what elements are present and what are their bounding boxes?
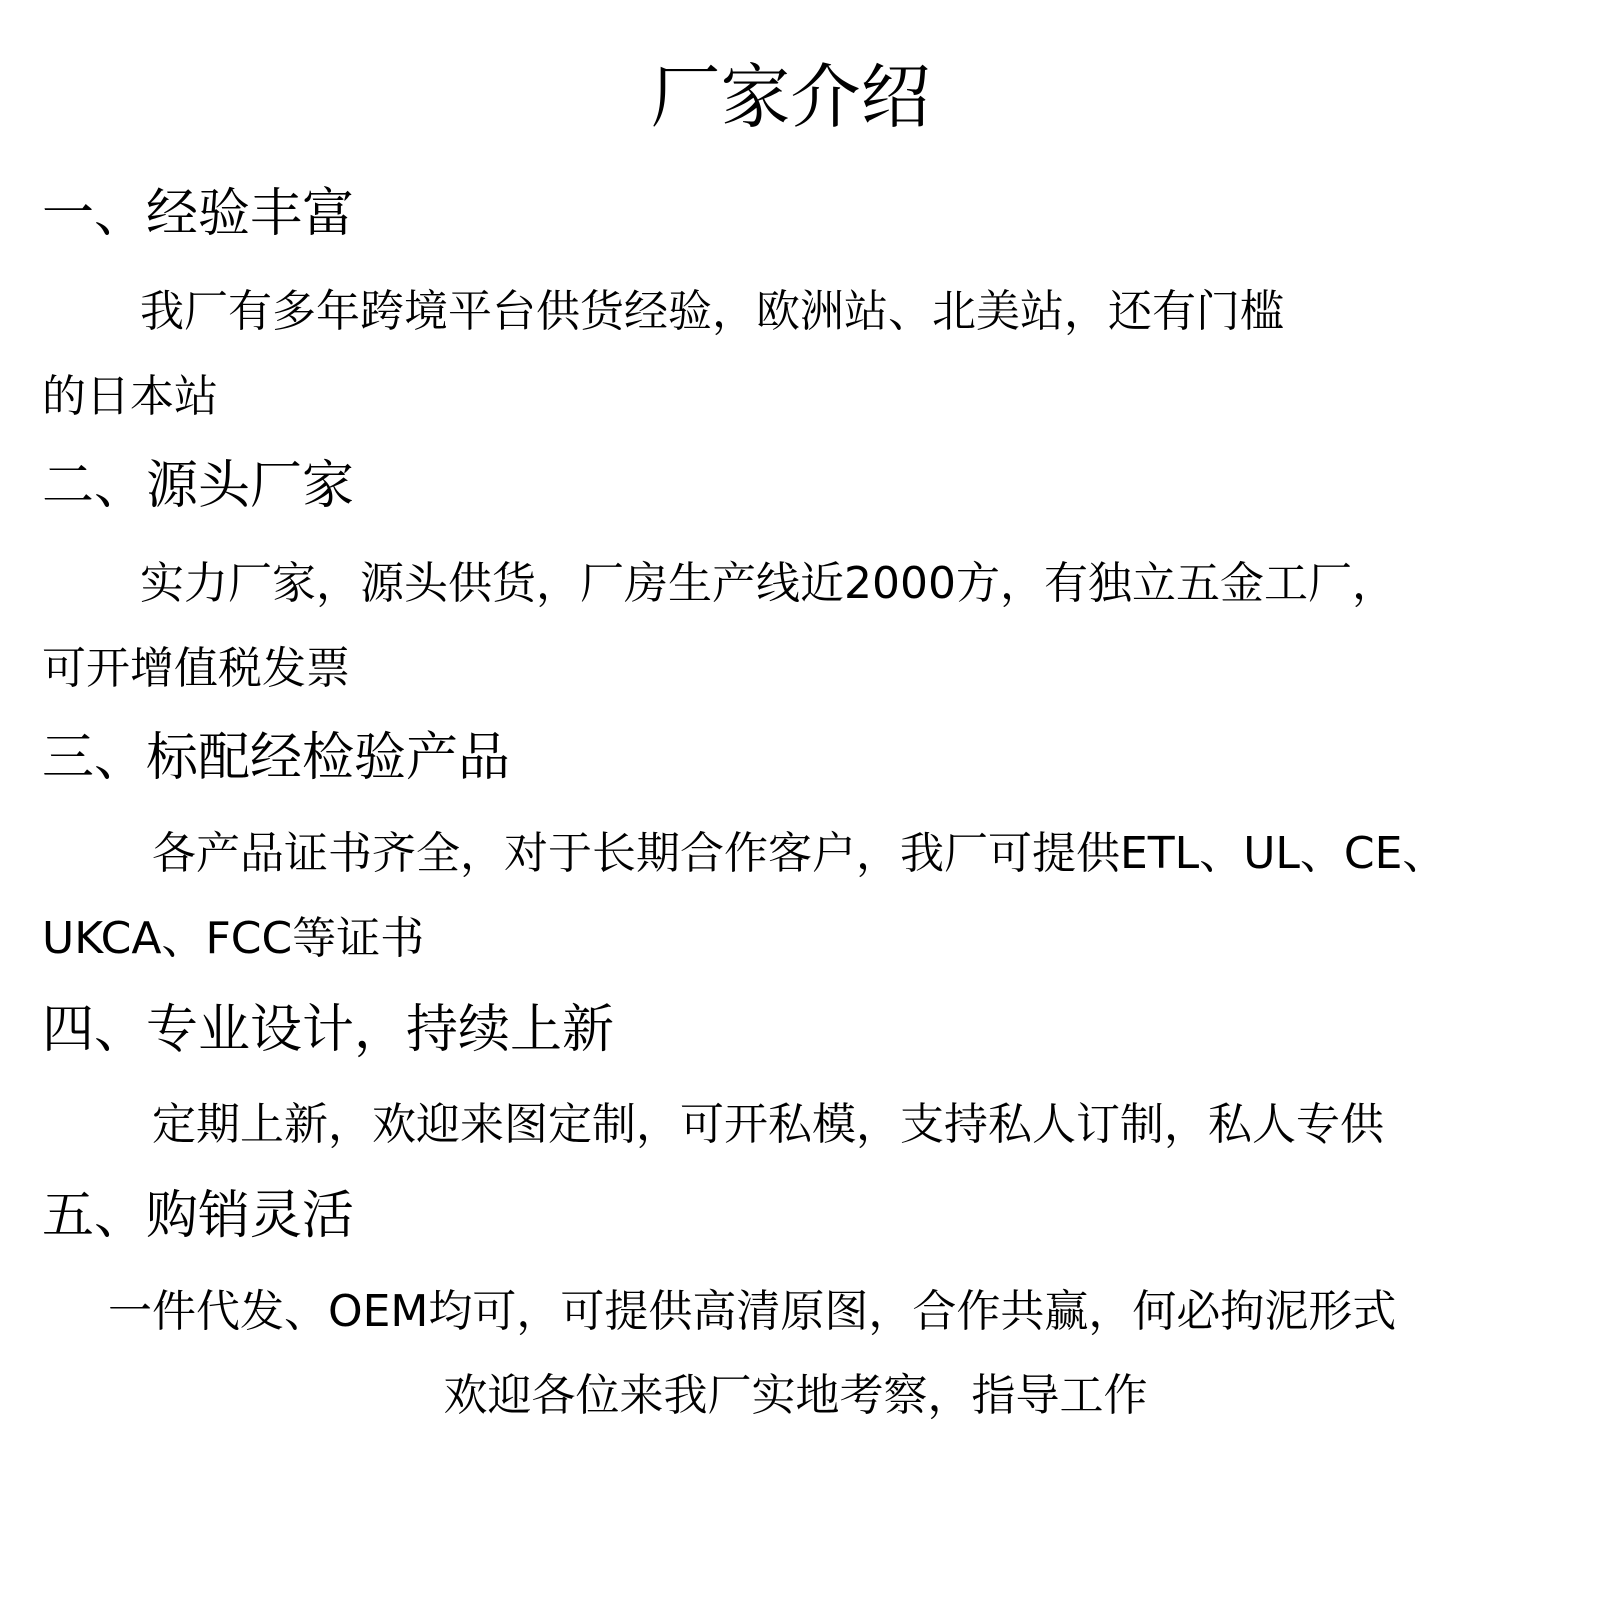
section-4-text-line-1: 定期上新，欢迎来图定制，可开私模，支持私人订制，私人专供 [152, 1099, 1384, 1150]
section-5-text-line-1: 一件代发、OEM均可，可提供高清原图，合作共赢，何必拘泥形式 [108, 1286, 1397, 1337]
section-1-text-line-1: 我厂有多年跨境平台供货经验，欧洲站、北美站，还有门槛 [140, 286, 1284, 337]
section-3-text-line-2: UKCA、FCC等证书 [42, 913, 425, 964]
section-3-text-line-1: 各产品证书齐全，对于长期合作客户，我厂可提供ETL、UL、CE、 [152, 828, 1447, 879]
section-2-text-line-2: 可开增值税发票 [42, 643, 350, 694]
closing-line: 欢迎各位来我厂实地考察，指导工作 [443, 1370, 1148, 1421]
section-2-text-line-1: 实力厂家，源头供货，厂房生产线近2000方，有独立五金工厂， [140, 558, 1396, 609]
section-1-text-line-2: 的日本站 [42, 371, 218, 422]
section-heading-1: 一、经验丰富 [42, 184, 355, 244]
section-heading-5: 五、购销灵活 [42, 1186, 355, 1246]
page-title: 厂家介绍 [650, 56, 931, 138]
section-heading-3: 三、标配经检验产品 [42, 728, 511, 788]
section-heading-2: 二、源头厂家 [42, 456, 355, 516]
section-heading-4: 四、专业设计，持续上新 [42, 1000, 615, 1060]
